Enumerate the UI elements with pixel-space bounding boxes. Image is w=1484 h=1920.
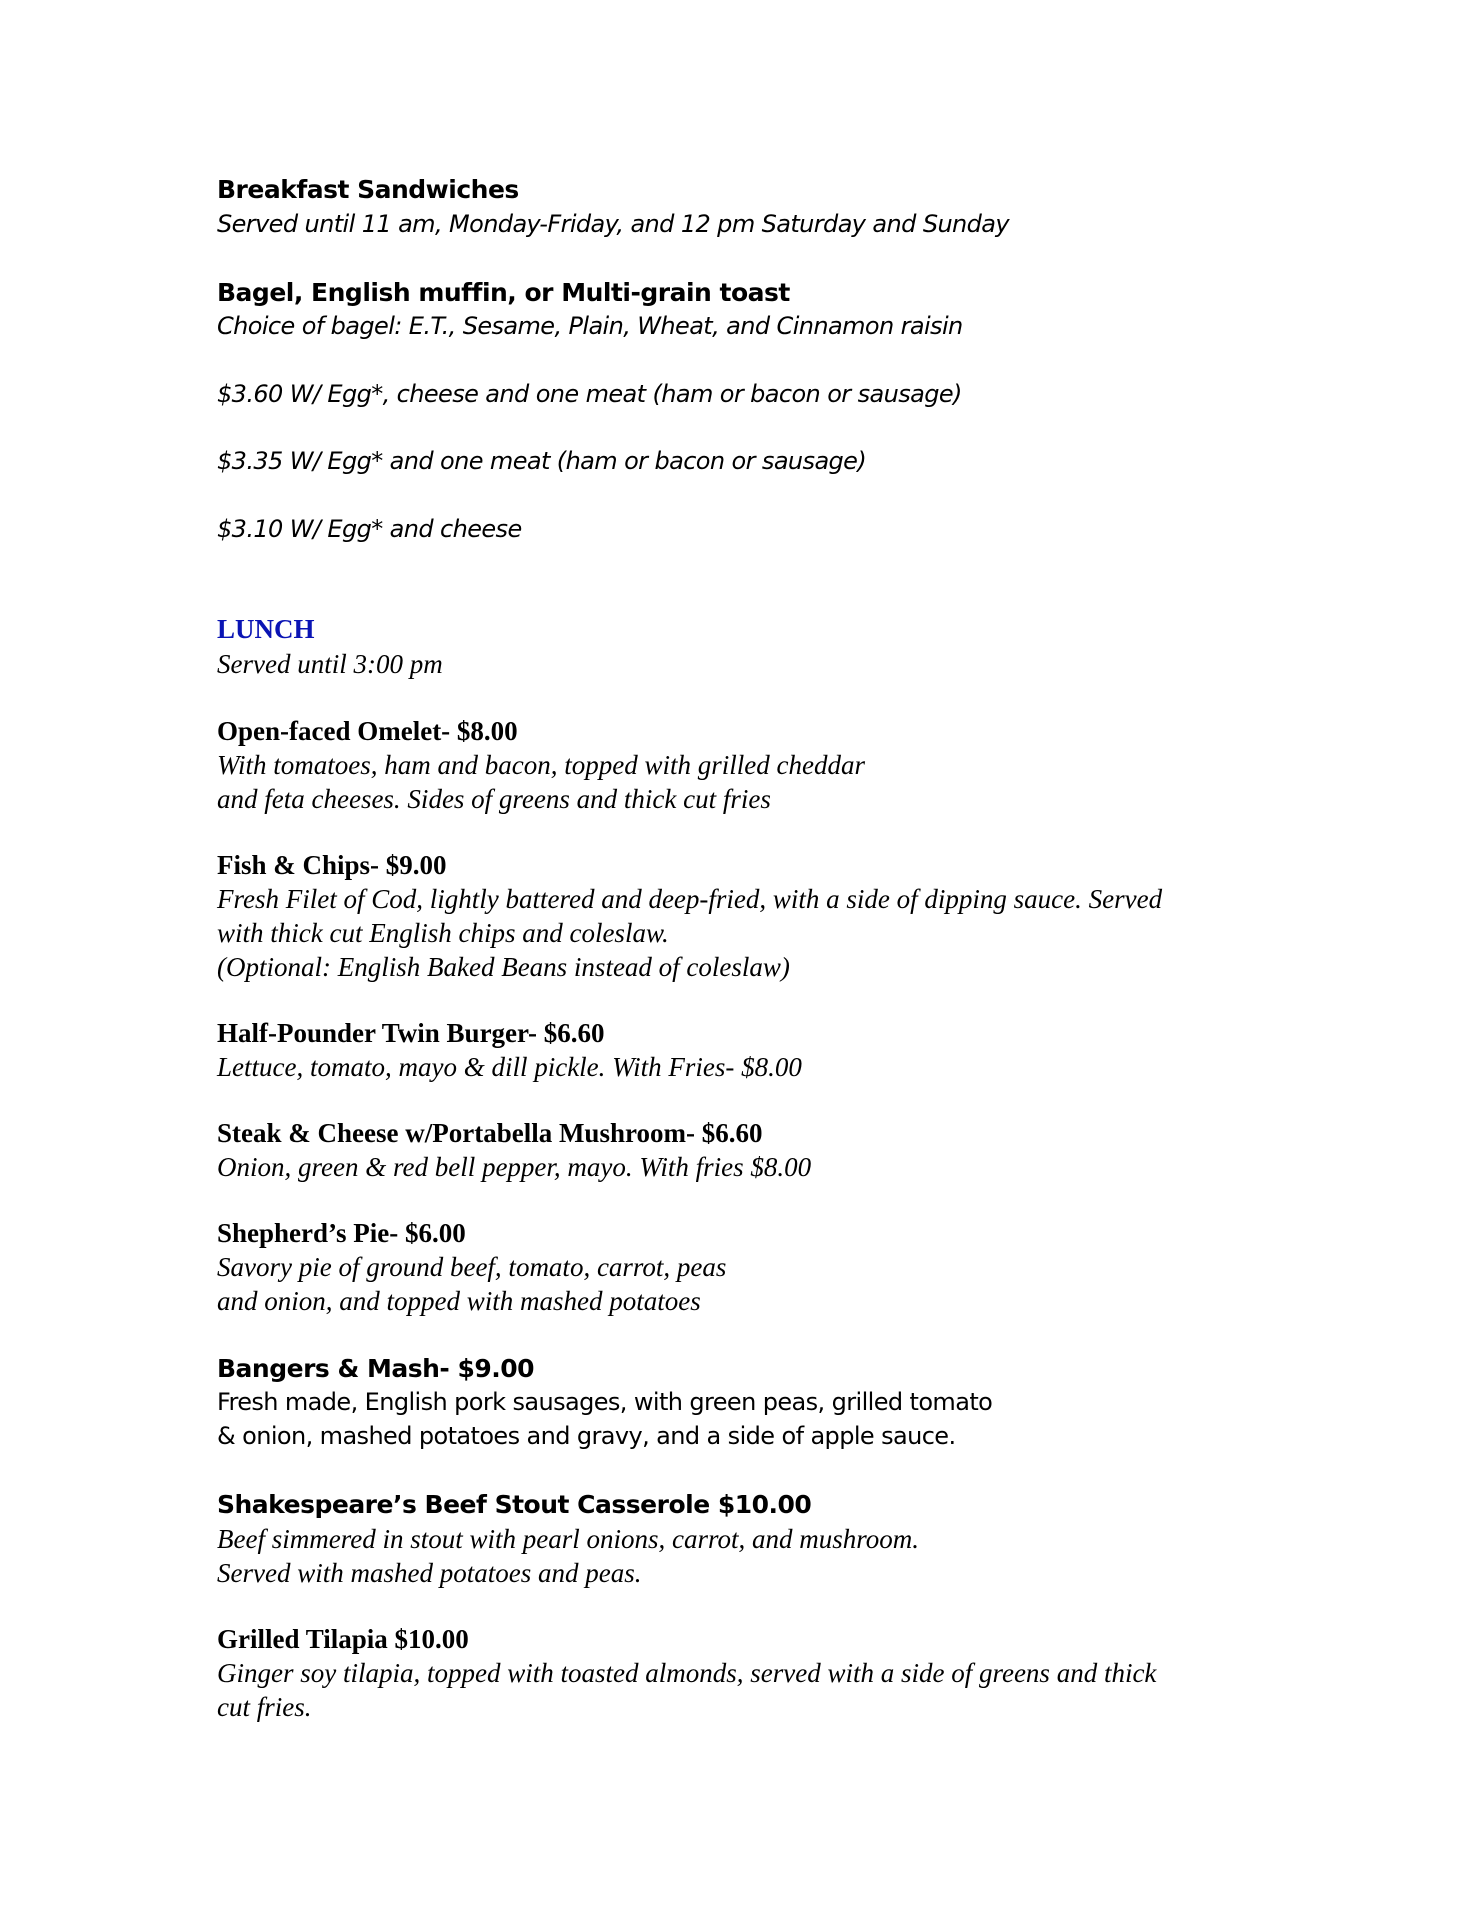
menu-item-desc: Ginger soy tilapia, topped with toasted almonds, served with a side of greens and thick: [217, 1658, 1157, 1688]
menu-item-title: Steak & Cheese w/Portabella Mushroom- $6.60: [217, 1118, 763, 1148]
menu-item-title: Shepherd’s Pie- $6.00: [217, 1218, 466, 1248]
menu-item-title: Grilled Tilapia $10.00: [217, 1624, 469, 1654]
menu-item-title: Bangers & Mash- $9.00: [217, 1354, 535, 1383]
breakfast-title: Breakfast Sandwiches: [217, 175, 519, 204]
breakfast-price-line: $3.60 W/ Egg*, cheese and one meat (ham or bacon or sausage): [217, 380, 962, 408]
menu-item-desc: Onion, green & red bell pepper, mayo. With fries $8.00: [217, 1152, 812, 1182]
menu-item-desc: Beef simmered in stout with pearl onions, carrot, and mushroom.: [217, 1524, 919, 1554]
breakfast-hours: Served until 11 am, Monday-Friday, and 12 pm Saturday and Sunday: [217, 210, 1010, 238]
breakfast-price-line: $3.10 W/ Egg* and cheese: [217, 515, 522, 543]
menu-item-desc: Fresh Filet of Cod, lightly battered and deep-fried, with a side of dipping sauce. Served: [217, 884, 1163, 914]
breakfast-item-title: Bagel, English muffin, or Multi-grain toast: [217, 278, 790, 307]
menu-item-title: Fish & Chips- $9.00: [217, 850, 447, 880]
menu-page: [217, 0, 1297, 1920]
menu-item-desc: Lettuce, tomato, mayo & dill pickle. With Fries- $8.00: [217, 1052, 802, 1082]
menu-item-desc: and feta cheeses. Sides of greens and thick cut fries: [217, 784, 771, 814]
menu-item-title: Open-faced Omelet- $8.00: [217, 716, 518, 746]
breakfast-price-line: $3.35 W/ Egg* and one meat (ham or bacon or sausage): [217, 447, 867, 475]
menu-item-title: Shakespeare’s Beef Stout Casserole $10.00: [217, 1490, 812, 1519]
menu-item-desc: Served with mashed potatoes and peas.: [217, 1558, 642, 1588]
menu-item-title: Half-Pounder Twin Burger- $6.60: [217, 1018, 605, 1048]
lunch-heading: LUNCH: [217, 614, 315, 644]
lunch-hours: Served until 3:00 pm: [217, 649, 443, 679]
menu-item-desc: With tomatoes, ham and bacon, topped with grilled cheddar: [217, 750, 865, 780]
menu-item-desc: (Optional: English Baked Beans instead of coleslaw): [217, 952, 790, 982]
menu-item-desc: Savory pie of ground beef, tomato, carrot, peas: [217, 1252, 727, 1282]
menu-item-desc: cut fries.: [217, 1692, 312, 1722]
menu-item-desc: & onion, mashed potatoes and gravy, and a side of apple sauce.: [217, 1422, 956, 1450]
menu-item-desc: Fresh made, English pork sausages, with green peas, grilled tomato: [217, 1388, 993, 1416]
menu-item-desc: with thick cut English chips and coleslaw.: [217, 918, 669, 948]
menu-item-desc: and onion, and topped with mashed potatoes: [217, 1286, 701, 1316]
breakfast-item-choice: Choice of bagel: E.T., Sesame, Plain, Wheat, and Cinnamon raisin: [217, 312, 963, 340]
